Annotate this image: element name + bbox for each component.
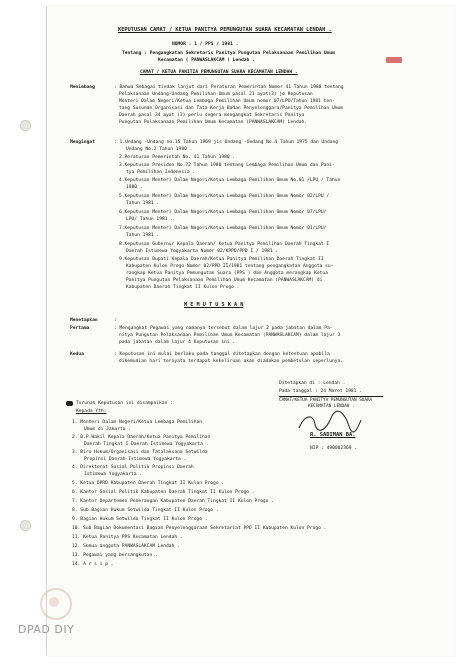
tembusan-item: Umum di Jakarta . <box>84 427 132 432</box>
archive-watermark: DPAD DIY <box>18 623 75 636</box>
ink-blot <box>66 401 73 406</box>
tembusan-item: Daerah Tingkat I Daerah Istimewa Yogyakarta . <box>84 442 209 447</box>
menimbang-line: Pungutan Pelaksanaan Pemilihan Umum Kecamatan (PANWASLAKCAM) Lendah. <box>119 120 308 125</box>
tembusan-item: 11. Ketua Panitya PPS Kecamatan Lendah . <box>72 535 183 540</box>
tembusan-item: 13. Pegawai yang bersangkutan . <box>72 553 158 558</box>
mengingat-line: 8.Keputusan Gubernur Kepala Daerah/ Ketua Panitya Pemilihan Daerah Tingkat I <box>119 242 330 247</box>
menetapkan-label: Menetapkan <box>70 318 98 323</box>
mengingat-line: rangkap Ketua Panitya Pemungutan Suara (PPS ) dan Anggota merangkap Ketua <box>126 271 328 276</box>
mengingat-line: 6.Keputusan Menteri Dalam Negeri/Ketua Lembaga Pemilihan Umum Nomor 07/LPU/ <box>119 210 327 215</box>
mengingat-line: 9.Keputusan Bupati Kepala Daerah/Ketua Panitya Pemilihan Daerah Tingkat II <box>119 257 324 262</box>
mengingat-line: Tahun 1981 . <box>126 201 160 206</box>
mengingat-line: Tahun 1981 . <box>126 233 160 238</box>
document-number: NOMOR : 1 / PPS / 1981 . <box>172 42 239 47</box>
tembusan-item: Istimewa Yogyakarta . <box>84 472 143 477</box>
menimbang-line: tang Susunan Organisasi dan Tata Kerja Badan Penyelenggara/Panitya Pemilihan Umum <box>119 106 344 111</box>
tembusan-item: 4. Direktorat Sosial Politik Propinsi Daerah <box>72 465 194 470</box>
kedua-label: Kedua <box>70 352 84 357</box>
mengingat-line: Kabupaten Kulon Progo Nomor 02/PPD II/1981 tentang pengangkatan Anggota su- <box>126 264 334 269</box>
mengingat-label: Mengingat <box>70 140 95 145</box>
tembusan-recipient-label: Kepada Yth: <box>76 409 107 414</box>
mengingat-line: tya Pemilihan Indonesia . <box>126 170 196 175</box>
signature-date: Pada tanggal : 24 Maret 1981 . <box>279 389 362 394</box>
document-subject-line-1: Tentang : Pengangkatan Sekretaris Panitya Pungutan Pelaksanaan Pemilihan Umum <box>122 51 335 56</box>
tembusan-label: Turunan Keputusan ini disampaikan : <box>76 401 173 406</box>
menimbang-line: Menteri Dalam Negeri/Ketua Lembaga Pemilihan Umum nomor 07/LPU/Tahun 1981 ten- <box>119 99 335 104</box>
signatory-name: R. SADIMAN BA. <box>310 432 356 438</box>
tembusan-item: 2. B.P.Wakil Kepala Daerah/Ketua Panitya Pemilihan <box>72 435 211 440</box>
mengingat-line: : 1.Undang -Undang no.15 Tahun 1969 jis Undang -Undang No.4 Tahun 1975 dan Undang <box>114 140 339 145</box>
tembusan-item: 1. Menteri Dalam Negeri/Ketua Lembaga Pemilihan <box>72 420 202 425</box>
mengingat-line: LPU/ Tahun 1981 . <box>126 217 174 222</box>
menimbang-line: Pelaksanaan Undang-Undang Pemilihan Umum pasal 21 ayat(3) jo Keputusan <box>119 92 313 97</box>
tembusan-item: 10. Sub Bagian Dokumentasi Bagian Penyelenggaraan Sekretariat PPD II Kabupaten Kulon Progo . <box>72 526 327 531</box>
kedua-line: : Keputusan ini mulai berlaku pada tanggal ditetapkan dengan ketentuan apabila <box>114 352 330 357</box>
handwritten-signature-icon <box>295 410 365 434</box>
menimbang-line: Daerah pasal 34 ayat (3) perlu segera mengangkat Sekretaris Panitya <box>119 113 305 118</box>
mengingat-line: 4.Keputusan Menteri Dalam Negeri/Ketua Lembaga Pemilihan Umum No.01 /LPU / Tahun <box>119 178 341 183</box>
mengingat-line: 2.Peraturan Pemerintah No. 41 Tahun 1980 . <box>119 155 236 160</box>
mengingat-line: Kabupaten Daerah Tingkat II Kulon Progo . <box>126 285 240 290</box>
punch-hole <box>20 120 31 131</box>
tembusan-item: 12. Semua anggota PANWASLAKCAM Lendah . <box>72 544 180 549</box>
mengingat-line: Daerah Istimewa Yogyakarta Nomor 02/KPPD/PPD I / 1981 . <box>126 249 279 254</box>
signature-date-rule <box>279 396 383 397</box>
menimbang-line: : Bahwa Sebagai tindak lanjut dari Peraturan Pemerintah Nomor 41 Tahun 1980 tentang <box>114 85 344 90</box>
signature-position: CAMAT/KETUA PANITYA PEMUNGUTAN SUARA <box>279 398 373 403</box>
tembusan-item: 8. Sub.Bagian Hukum Setwilda Tingkat II Kulon Progo . <box>72 508 219 513</box>
archive-seal-icon <box>40 588 72 620</box>
tembusan-item: 14. A r s i p . <box>72 562 114 567</box>
document-title: KEPUTUSAN CAMAT / KETUA PANITYA PEMUNGUTAN SUARA KECAMATAN LENDAH . <box>118 27 332 33</box>
menimbang-label: Menimbang <box>70 85 95 90</box>
signature-place: Ditetapkan di : Lendah . <box>279 381 346 386</box>
issuing-authority: CAMAT / KETUA PANITIA PEMUNGUTAN SUARA KECAMATAN LENDAH . <box>140 70 298 75</box>
tembusan-item: 3. Biro Hukum/Organisasi dan Tatalaksana Setwilda <box>72 450 208 455</box>
tembusan-item: 6. Kantor Sosial Politik Kabupaten Daerah Tingkat II Kulon Progo . <box>72 490 255 495</box>
red-ink-mark <box>386 57 402 63</box>
signature-position: KECAMATAN LENDAH . <box>308 404 355 409</box>
pertama-line: nitya Pungutan Pelaksanaan Pemilihan Umum Kecamatan (PANWASLAKCAM) dalam lajur 3 <box>119 333 341 338</box>
pertama-label: Pertama <box>70 326 90 331</box>
memutuskan-heading: M E M U T U S K A N <box>184 302 244 308</box>
pertama-line: : Mengangkat Pegawai yang namanya tersebut dalam lajur 2 pada jabatan dalam Pa- <box>114 326 333 331</box>
kedua-line: dikemudian hari ternyata terdapat kekeliruan akan diadakan pembetulan seperlunya. <box>119 359 344 364</box>
mengingat-line: Undang No.2 Tahun 1980 . <box>126 147 193 152</box>
pertama-line: pada jabatan dalam lajur 4 Keputusan ini . <box>119 340 236 345</box>
mengingat-line: 5.Keputusan Menteri Dalam Negeri/Ketua Lembaga Pemilihan Umum Nomor 02/LPU / <box>119 194 330 199</box>
menetapkan-value: : <box>114 318 117 323</box>
mengingat-line: Panitya Pungutan Pelaksanaan Pemilihan Umum Kecamatan (PANWASLAKCAM) di <box>126 278 323 283</box>
document-subject-line-2: Kecamatan ( PANWASLAKCAM ) Lendah . <box>158 58 255 63</box>
mengingat-line: 7.Keputusan Menteri Dalam Negeri/Ketua Lembaga Pemilihan Umum Nomor 01/LPU/ <box>119 226 327 231</box>
mengingat-line: 1980 . <box>126 185 143 190</box>
tembusan-item: Propinsi Daerah Istimewa Yogyakarta . <box>84 457 187 462</box>
tembusan-item: 5. Ketua DPRD Kabupaten Daerah Tingkat II Kulon Progo . <box>72 481 225 486</box>
mengingat-line: 3.Keputusan Presiden No.72 Tahun 1980 tentang Lembaga Pemilihan Umum dan Pani- <box>119 163 335 168</box>
tembusan-item: 7. Kantor Departemen Penerangan Kabupaten Daerah Tingkat II Kulon Progo . <box>72 499 274 504</box>
signatory-nip: NIP : 490002369 . <box>310 446 358 451</box>
punch-hole <box>20 520 31 531</box>
tembusan-item: 9. Bagian Hukum Setwilda Tingkat II Kulon Progo . <box>72 517 208 522</box>
